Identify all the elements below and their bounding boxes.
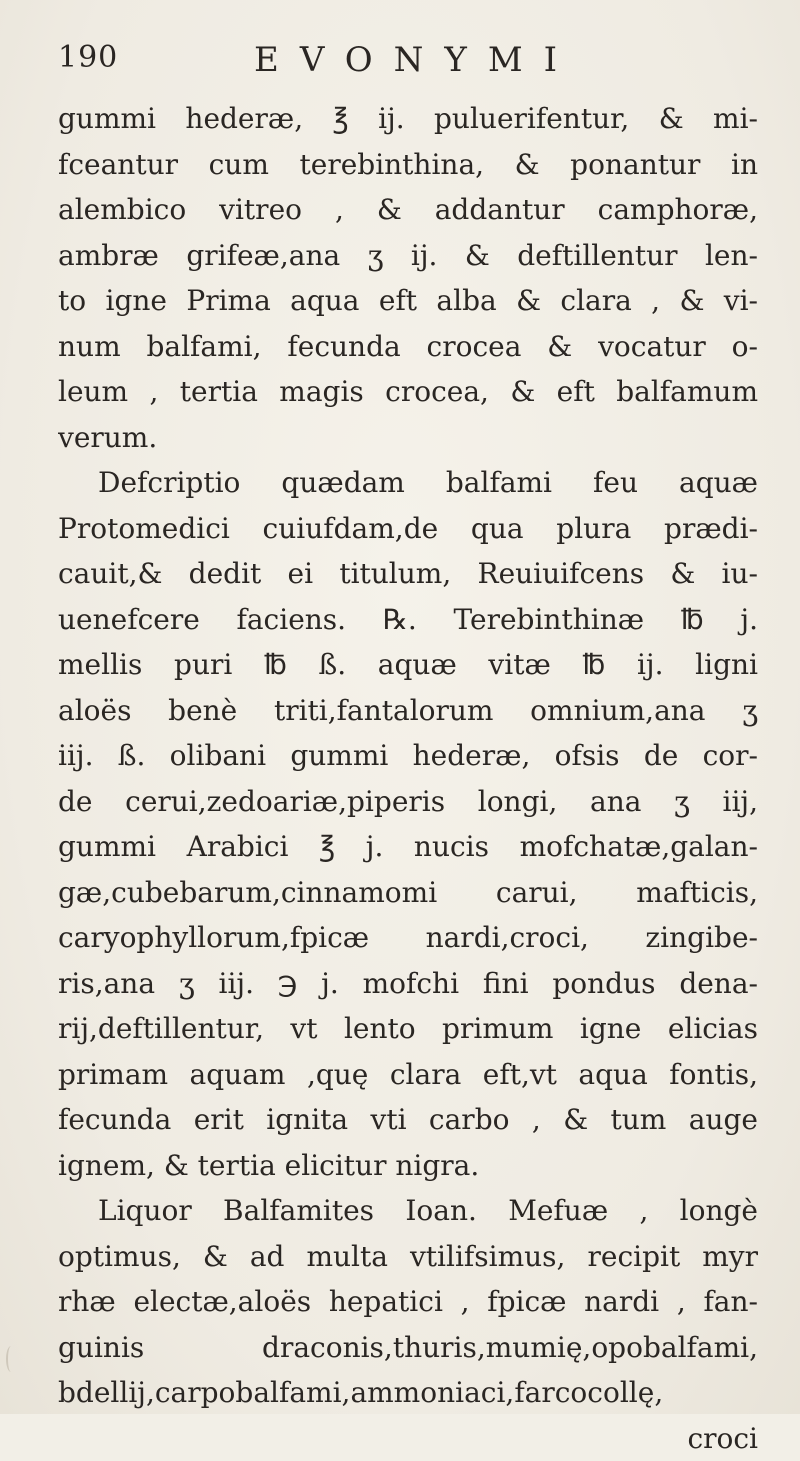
text-line: de cerui,zedoariæ,piperis longi, ana ʒ iij, bbox=[58, 779, 758, 825]
text-line: gummi Arabici ℥ j. nucis mofchatæ,galan- bbox=[58, 824, 758, 870]
text-line: optimus, & ad multa vtilifsimus, recipit myr bbox=[58, 1234, 758, 1280]
text-line: to igne Prima aqua eft alba & clara , & vi- bbox=[58, 278, 758, 324]
text-line: alembico vitreo , & addantur camphoræ, bbox=[58, 187, 758, 233]
page-edge-mark bbox=[6, 1346, 16, 1372]
text-line: rhæ electæ,aloës hepatici , fpicæ nardi , fan- bbox=[58, 1279, 758, 1325]
text-line: uenefcere faciens. ℞. Terebinthinæ ℔ j. bbox=[58, 597, 758, 643]
text-line: Protomedici cuiufdam,de qua plura prædi- bbox=[58, 506, 758, 552]
text-line: ignem, & tertia elicitur nigra. bbox=[58, 1143, 758, 1189]
text-line: leum , tertia magis crocea, & eft balfamum bbox=[58, 369, 758, 415]
paragraph-start-line: Defcriptio quædam balfami feu aquæ bbox=[58, 460, 758, 506]
text-line: gæ,cubebarum,cinnamomi carui, mafticis, bbox=[58, 870, 758, 916]
text-line: mellis puri ℔ ß. aquæ vitæ ℔ ij. ligni bbox=[58, 642, 758, 688]
text-line: ris,ana ʒ iij. ℈ j. mofchi fini pondus dena- bbox=[58, 961, 758, 1007]
text-line: primam aquam ,quę clara eft,vt aqua fontis, bbox=[58, 1052, 758, 1098]
paragraph-start-line: Liquor Balfamites Ioan. Mefuæ , longè bbox=[58, 1188, 758, 1234]
catchword: croci bbox=[58, 1416, 758, 1461]
text-line: caryophyllorum,fpicæ nardi,croci, zingibe- bbox=[58, 915, 758, 961]
text-line: gummi hederæ, ℥ ij. puluerifentur, & mi- bbox=[58, 96, 758, 142]
text-line: ambræ grifeæ,ana ʒ ij. & deftillentur len- bbox=[58, 233, 758, 279]
text-line: iij. ß. olibani gummi hederæ, ofsis de cor- bbox=[58, 733, 758, 779]
text-line: aloës benè triti,fantalorum omnium,ana ʒ bbox=[58, 688, 758, 734]
page-number: 190 bbox=[58, 40, 118, 75]
body-text bbox=[58, 96, 758, 1461]
page-header bbox=[58, 40, 758, 80]
text-line: bdellij,carpobalfami,ammoniaci,farcocollę, bbox=[58, 1370, 758, 1416]
text-line: verum. bbox=[58, 415, 758, 461]
text-line: fceantur cum terebinthina, & ponantur in bbox=[58, 142, 758, 188]
text-line: cauit,& dedit ei titulum, Reuiuifcens & iu- bbox=[58, 551, 758, 597]
text-line: num balfami, fecunda crocea & vocatur o- bbox=[58, 324, 758, 370]
text-line: guinis draconis,thuris,mumię,opobalfami, bbox=[58, 1325, 758, 1371]
text-line: rij,deftillentur, vt lento primum igne elicias bbox=[58, 1006, 758, 1052]
running-title: EVONYMI bbox=[254, 40, 578, 80]
text-line: fecunda erit ignita vti carbo , & tum auge bbox=[58, 1097, 758, 1143]
